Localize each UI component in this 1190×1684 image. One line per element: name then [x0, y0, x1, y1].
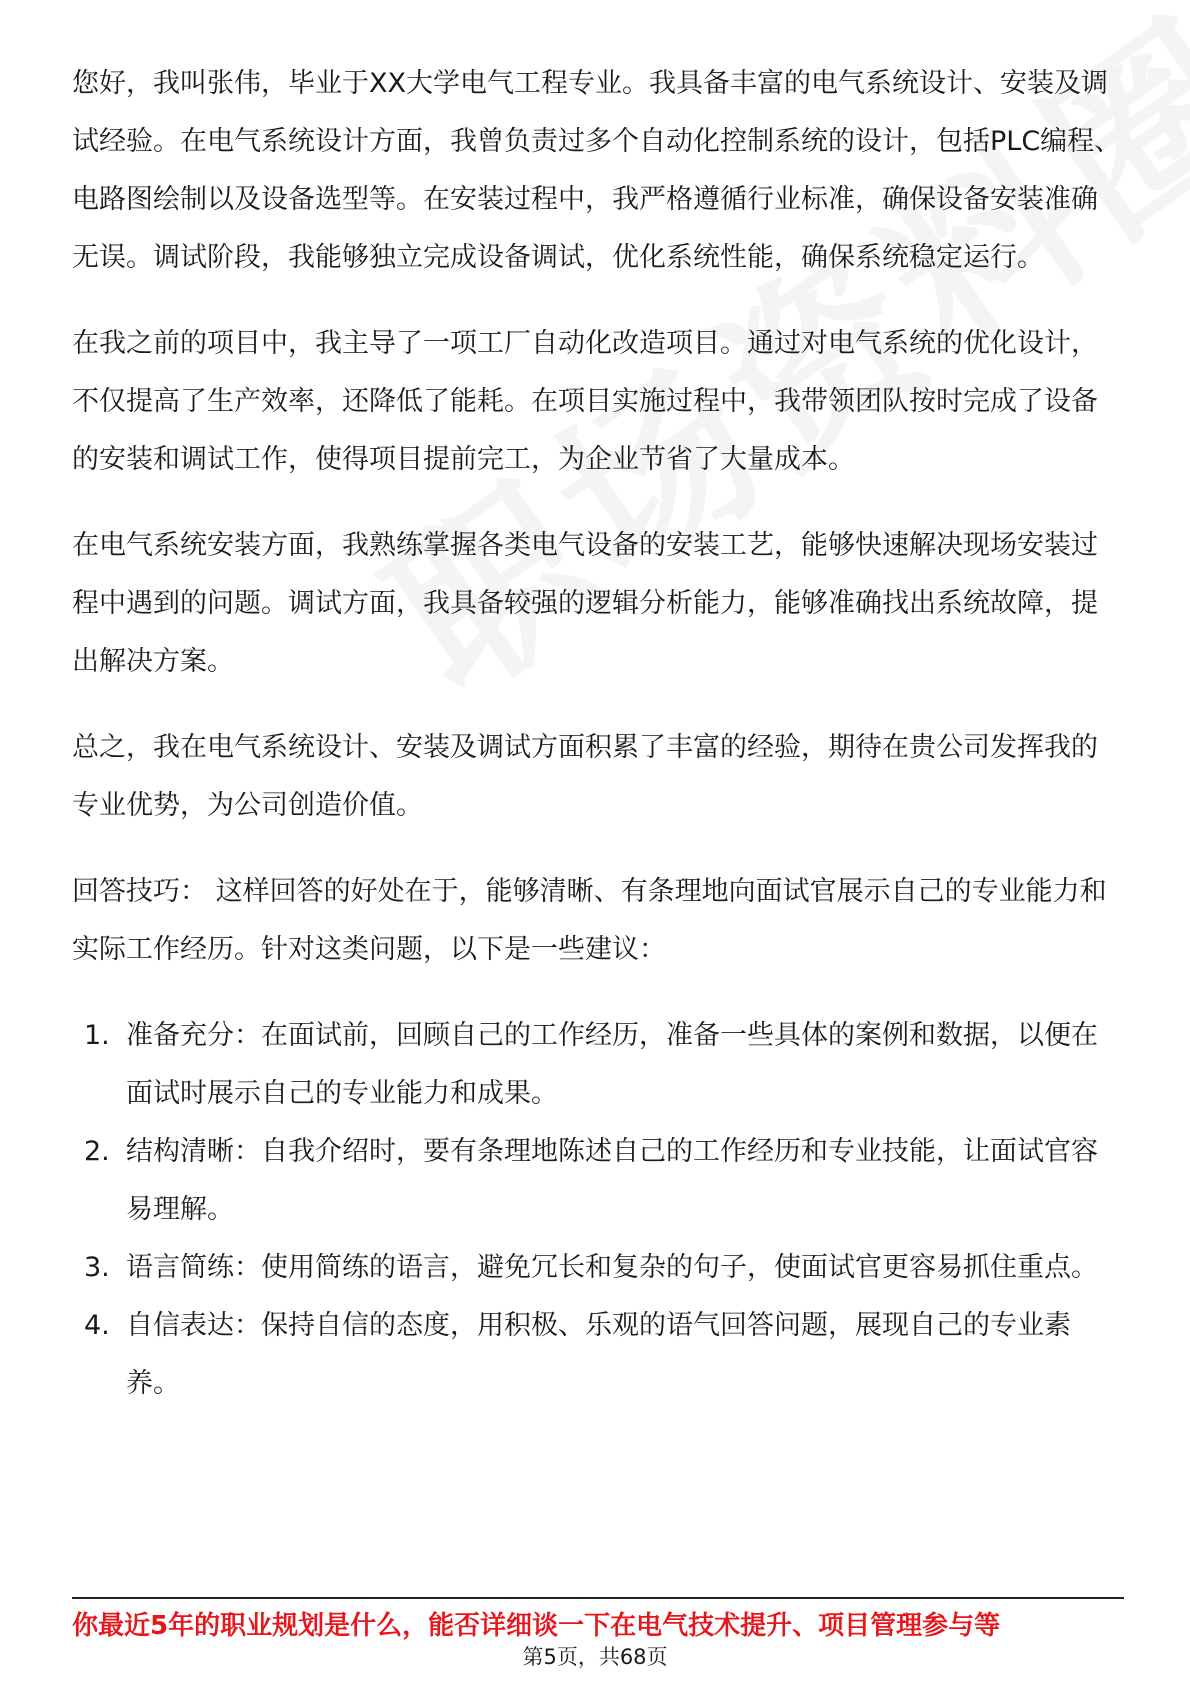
- list-item-number: 1.: [84, 1020, 110, 1051]
- list-item-text: 语言简练：使用简练的语言，避免冗长和复杂的句子，使面试官更容易抓住重点。: [126, 1252, 1098, 1283]
- answer-paragraph-2: 在我之前的项目中，我主导了一项工厂自动化改造项目。通过对电气系统的优化设计，不仅提高了生产效率，还降低了能耗。在项目实施过程中，我带领团队按时完成了设备的安装和调试工作，使得项目提前完工，为企业节省了大量成本。: [72, 328, 1098, 475]
- document-body: [72, 55, 1124, 1413]
- answer-paragraph-1: 您好，我叫张伟，毕业于XX大学电气工程专业。我具备丰富的电气系统设计、安装及调试经验。在电气系统设计方面，我曾负责过多个自动化控制系统的设计，包括PLC编程、电路图绘制以及设备选型等。在安装过程中，我严格遵循行业标准，确保设备安装准确无误。调试阶段，我能够独立完成设备调试，优化系统性能，确保系统稳定运行。: [72, 68, 1122, 273]
- list-item-number: 3.: [84, 1252, 110, 1283]
- page-number: 第5页，共68页: [522, 1645, 668, 1669]
- section-divider: [72, 1597, 1124, 1599]
- answer-paragraph-3: 在电气系统安装方面，我熟练掌握各类电气设备的安装工艺，能够快速解决现场安装过程中遇到的问题。调试方面，我具备较强的逻辑分析能力，能够准确找出系统故障，提出解决方案。: [72, 530, 1098, 677]
- list-item-text: 结构清晰：自我介绍时，要有条理地陈述自己的工作经历和专业技能，让面试官容易理解。: [126, 1136, 1098, 1225]
- tips-intro-paragraph: 回答技巧： 这样回答的好处在于，能够清晰、有条理地向面试官展示自己的专业能力和实际工作经历。针对这类问题，以下是一些建议：: [72, 876, 1107, 965]
- list-item-text: 自信表达：保持自信的态度，用积极、乐观的语气回答问题，展现自己的专业素养。: [126, 1310, 1071, 1399]
- answer-paragraph-4: 总之，我在电气系统设计、安装及调试方面积累了丰富的经验，期待在贵公司发挥我的专业优势，为公司创造价值。: [72, 732, 1098, 821]
- tips-list-item: [72, 1297, 1124, 1413]
- tips-list-item: [72, 1239, 1124, 1297]
- list-item-number: 4.: [84, 1310, 110, 1341]
- tips-list-item: [72, 1123, 1124, 1239]
- tips-list-item: [72, 1007, 1124, 1123]
- list-item-number: 2.: [84, 1136, 110, 1167]
- list-item-text: 准备充分：在面试前，回顾自己的工作经历，准备一些具体的案例和数据，以便在面试时展示自己的专业能力和成果。: [126, 1020, 1098, 1109]
- next-question-heading: 你最近5年的职业规划是什么，能否详细谈一下在电气技术提升、项目管理参与等: [72, 1611, 1001, 1641]
- tips-list: [72, 1007, 1124, 1413]
